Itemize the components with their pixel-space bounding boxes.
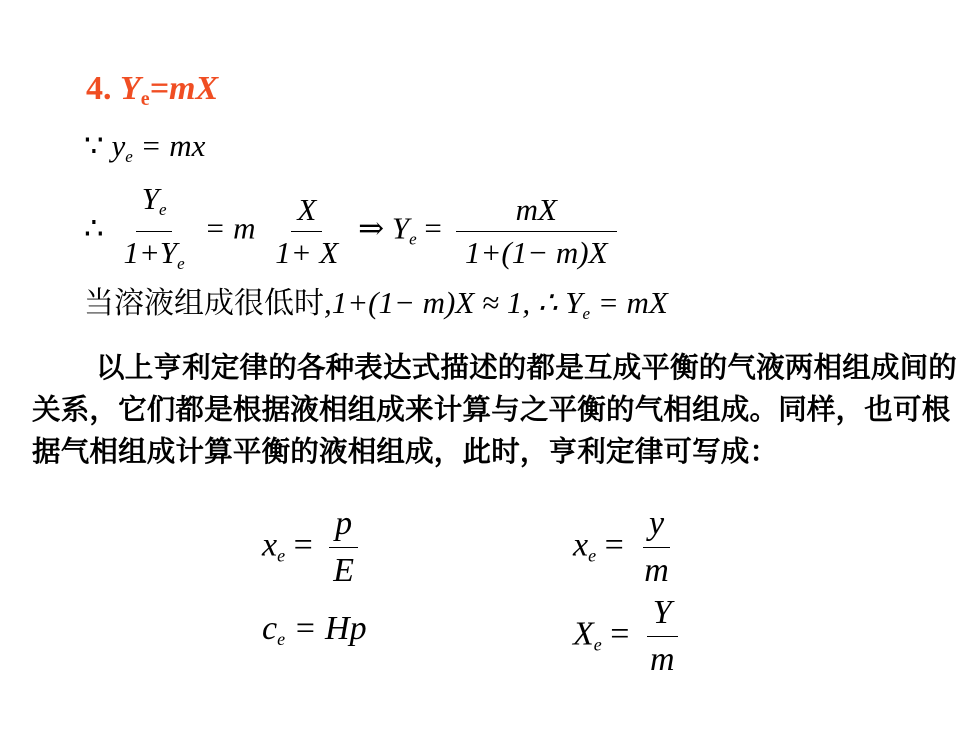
eq4-num: Y bbox=[652, 594, 672, 631]
frac2-num: X bbox=[297, 192, 317, 227]
dilute-rhs: = mX bbox=[597, 285, 668, 320]
implies-y: ⇒ Y bbox=[358, 210, 410, 246]
section-heading bbox=[86, 70, 218, 111]
heading-formula-rest: =mX bbox=[149, 70, 219, 107]
eq2-eq: = bbox=[604, 526, 624, 564]
because-line bbox=[84, 128, 205, 167]
equation-xe-p-over-e bbox=[262, 503, 366, 592]
eq2-den: m bbox=[644, 552, 669, 589]
eq2-num: y bbox=[649, 505, 665, 542]
frac2-den: 1+ X bbox=[275, 235, 339, 270]
explanation-paragraph bbox=[32, 347, 957, 473]
eq2-fraction bbox=[638, 503, 675, 592]
frac1-num: Y bbox=[141, 181, 159, 216]
frac3-den: 1+(1− m)X bbox=[465, 235, 608, 270]
eq3-lhs: c bbox=[262, 610, 278, 647]
therefore-symbol: ∴ bbox=[84, 210, 104, 246]
therefore-line bbox=[84, 180, 623, 283]
eq4-sub: e bbox=[593, 634, 602, 655]
eq-m: = m bbox=[204, 210, 256, 246]
fraction-ye-over-1plusye bbox=[117, 180, 190, 283]
equation-xe-y-over-m bbox=[573, 503, 681, 592]
eq2: = bbox=[424, 210, 442, 246]
eq1-lhs: x bbox=[262, 526, 278, 564]
paragraph-text: 以上亨利定律的各种表达式描述的都是互成平衡的气液两相组成间的关系，它们都是根据液相组成来计算与之平衡的气相组成。同样，也可根据气相组成计算平衡的液相组成，此时，亨利定律可写成： bbox=[32, 351, 958, 468]
eq3-sub: e bbox=[277, 629, 286, 649]
fraction-mx-over-denominator bbox=[456, 191, 617, 272]
because-lhs: y bbox=[111, 128, 126, 163]
eq1-eq: = bbox=[293, 526, 313, 564]
frac3-num: mX bbox=[515, 192, 557, 227]
eq4-den: m bbox=[649, 641, 675, 678]
heading-number: 4. bbox=[86, 70, 112, 107]
equation-xe-y-over-m-upper bbox=[573, 592, 687, 681]
dilute-line bbox=[84, 278, 668, 324]
eq4-eq: = bbox=[610, 615, 630, 653]
frac1-den: 1+Y bbox=[123, 235, 178, 270]
frac1-num-sub: e bbox=[158, 200, 167, 219]
because-rhs: = mx bbox=[140, 128, 206, 163]
dilute-text: 当溶液组成很低时 bbox=[84, 286, 324, 321]
eq1-sub: e bbox=[277, 545, 286, 566]
eq1-num: p bbox=[335, 505, 353, 542]
eq4-fraction bbox=[644, 592, 681, 681]
dilute-expr: ,1+(1− m)X ≈ 1, ∴ Y bbox=[324, 285, 583, 320]
because-symbol: ∵ bbox=[84, 128, 104, 163]
heading-formula-sub: e bbox=[140, 88, 150, 110]
frac1-den-sub: e bbox=[177, 254, 185, 273]
eq1-fraction bbox=[327, 503, 360, 592]
dilute-sub: e bbox=[582, 304, 591, 323]
heading-formula-y: Y bbox=[120, 70, 141, 107]
eq1-den: E bbox=[333, 552, 355, 589]
because-sub: e bbox=[125, 147, 133, 166]
fraction-x-over-1plusx bbox=[269, 191, 344, 272]
eq4-lhs: X bbox=[573, 615, 594, 653]
equation-ce-hp bbox=[262, 610, 367, 650]
eq2-lhs: x bbox=[573, 526, 589, 564]
implies-sub: e bbox=[409, 229, 417, 249]
eq2-sub: e bbox=[588, 545, 597, 566]
eq3-rhs: = Hp bbox=[293, 610, 367, 647]
